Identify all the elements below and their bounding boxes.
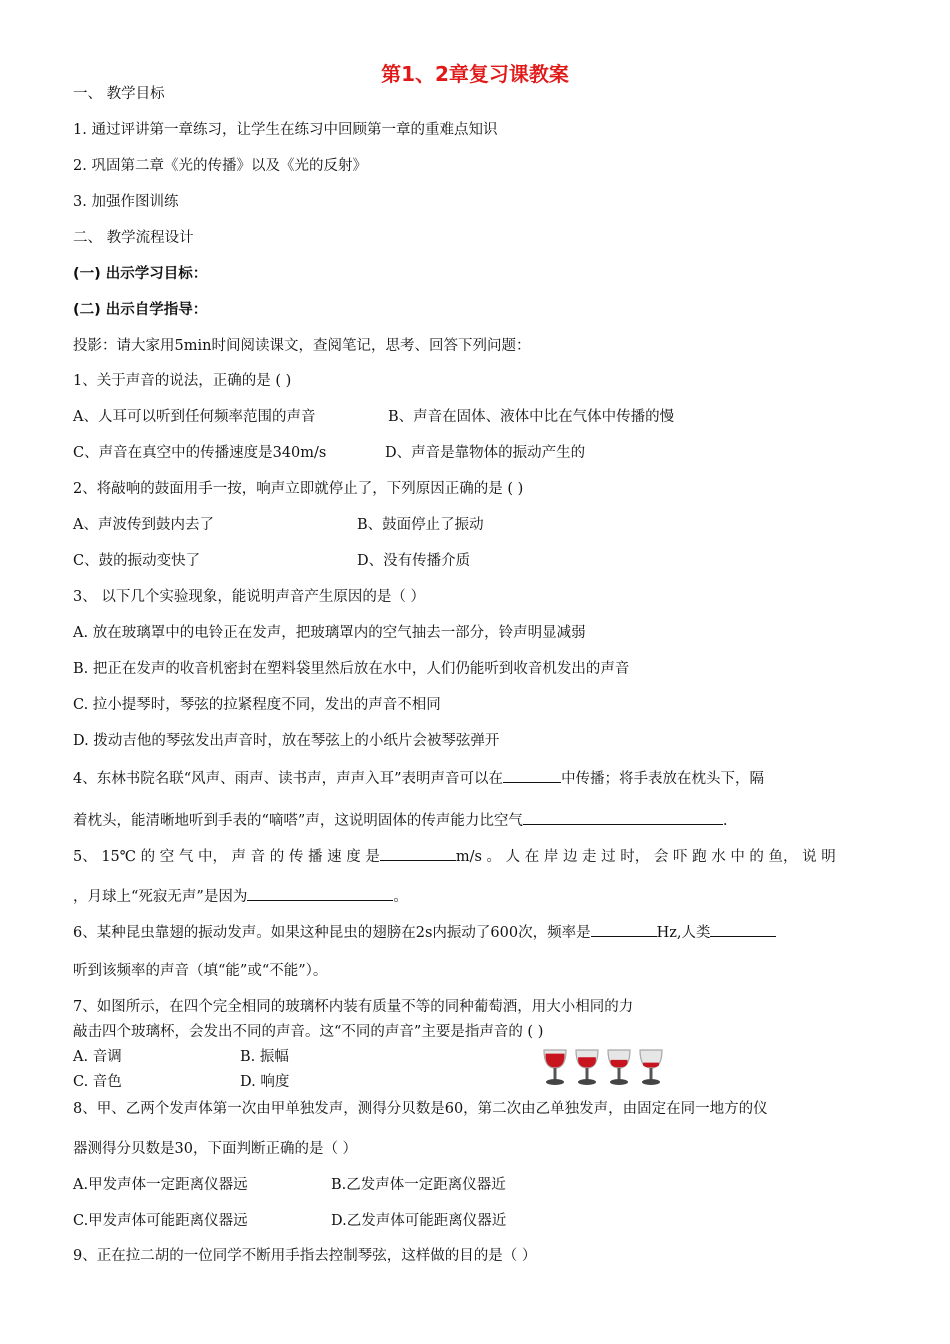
question-line <box>73 846 836 866</box>
answer-blank[interactable] <box>247 886 393 901</box>
answer-option: D. 拨动吉他的琴弦发出声音时，放在琴弦上的小纸片会被琴弦弹开 <box>73 733 500 749</box>
question-text: ，月球上“死寂无声”是因为 <box>73 889 248 905</box>
question-text: . <box>722 813 728 829</box>
question-text: 4、东林书院名联“风声、雨声、读书声，声声入耳”表明声音可以在 <box>73 771 504 787</box>
answer-option: C、声音在真空中的传播速度是340m/s <box>73 445 327 461</box>
goal-item: 3. 加强作图训练 <box>73 194 179 210</box>
wine-glass-icon <box>544 1050 566 1085</box>
question-text: 中传播；将手表放在枕头下，隔 <box>561 771 765 787</box>
goal-item: 2. 巩固第二章《光的传播》以及《光的反射》 <box>73 158 367 174</box>
answer-blank[interactable] <box>523 810 723 825</box>
answer-option: D. 响度 <box>240 1074 290 1090</box>
question-text: 。 <box>393 889 408 905</box>
wine-glass-icon <box>576 1050 598 1085</box>
question-stem: 3、 以下几个实验现象，能说明声音产生原因的是（ ） <box>73 589 425 605</box>
question-stem: 器测得分贝数是30，下面判断正确的是（ ） <box>73 1141 358 1157</box>
section-heading-flow: 二、 教学流程设计 <box>73 230 194 246</box>
question-stem: 8、甲、乙两个发声体第一次由甲单独发声，测得分贝数是60，第二次由乙单独发声，由固定在同一地方的仪 <box>73 1101 768 1117</box>
answer-option: A. 音调 <box>73 1049 122 1065</box>
answer-blank[interactable] <box>591 922 657 937</box>
question-stem: 敲击四个玻璃杯，会发出不同的声音。这“不同的声音”主要是指声音的 ( ) <box>73 1024 544 1040</box>
answer-option: B、声音在固体、液体中比在气体中传播的慢 <box>388 409 675 425</box>
question-stem: 9、正在拉二胡的一位同学不断用手指去控制琴弦，这样做的目的是（ ） <box>73 1248 537 1264</box>
answer-option: C. 音色 <box>73 1074 122 1090</box>
question-text: 6、某种昆虫靠翅的振动发声。如果这种昆虫的翅膀在2s内振动了600次，频率是 <box>73 925 591 941</box>
answer-option: D、没有传播介质 <box>357 553 471 569</box>
answer-option: C.甲发声体可能距离仪器远 <box>73 1213 248 1229</box>
answer-option: C、鼓的振动变快了 <box>73 553 201 569</box>
answer-option: D.乙发声体可能距离仪器近 <box>331 1213 507 1229</box>
answer-option: A. 放在玻璃罩中的电铃正在发声，把玻璃罩内的空气抽去一部分，铃声明显减弱 <box>73 625 586 641</box>
wine-glasses-illustration <box>540 1047 672 1089</box>
question-text: m/s 。 人 在 岸 边 走 过 时， 会 吓 跑 水 中 的 鱼， 说 明 <box>455 849 836 865</box>
page-title: 第1、2章复习课教案 <box>381 62 569 86</box>
question-text: Hz,人类 <box>656 925 711 941</box>
question-text: 5、 15℃ 的 空 气 中， 声 音 的 传 播 速 度 是 <box>73 849 380 865</box>
answer-option: D、声音是靠物体的振动产生的 <box>385 445 586 461</box>
answer-option: A、人耳可以听到任何频率范围的声音 <box>73 409 316 425</box>
answer-option: B.乙发声体一定距离仪器近 <box>331 1177 506 1193</box>
answer-blank[interactable] <box>710 922 776 937</box>
question-stem: 2、将敲响的鼓面用手一按，响声立即就停止了，下列原因正确的是 ( ) <box>73 481 524 497</box>
goal-item: 1. 通过评讲第一章练习，让学生在练习中回顾第一章的重难点知识 <box>73 122 498 138</box>
question-line <box>73 922 776 942</box>
answer-blank[interactable] <box>503 768 561 783</box>
step-heading: (一) 出示学习目标： <box>73 266 208 282</box>
answer-option: B. 振幅 <box>240 1049 289 1065</box>
question-text: 着枕头，能清晰地听到手表的“嘀嗒”声，这说明固体的传声能力比空气 <box>73 813 523 829</box>
question-line <box>73 768 764 788</box>
wine-glass-icon <box>640 1050 662 1085</box>
section-heading-goals: 一、 教学目标 <box>73 86 165 102</box>
wine-glass-icon <box>608 1050 630 1085</box>
question-line <box>73 810 727 830</box>
answer-blank[interactable] <box>380 846 456 861</box>
intro-text: 投影：请大家用5min时间阅读课文，查阅笔记，思考、回答下列问题： <box>73 338 531 354</box>
step-heading: (二) 出示自学指导： <box>73 302 208 318</box>
answer-option: B. 把正在发声的收音机密封在塑料袋里然后放在水中，人们仍能听到收音机发出的声音 <box>73 661 630 677</box>
answer-option: A.甲发声体一定距离仪器远 <box>73 1177 248 1193</box>
answer-option: B、鼓面停止了振动 <box>357 517 484 533</box>
question-stem: 1、关于声音的说法，正确的是 ( ) <box>73 373 292 389</box>
answer-option: C. 拉小提琴时，琴弦的拉紧程度不同，发出的声音不相同 <box>73 697 441 713</box>
question-stem: 7、如图所示，在四个完全相同的玻璃杯内装有质量不等的同种葡萄酒，用大小相同的力 <box>73 999 634 1015</box>
question-line <box>73 886 408 906</box>
question-text: 听到该频率的声音（填“能”或“不能”）。 <box>73 963 328 979</box>
answer-option: A、声波传到鼓内去了 <box>73 517 214 533</box>
